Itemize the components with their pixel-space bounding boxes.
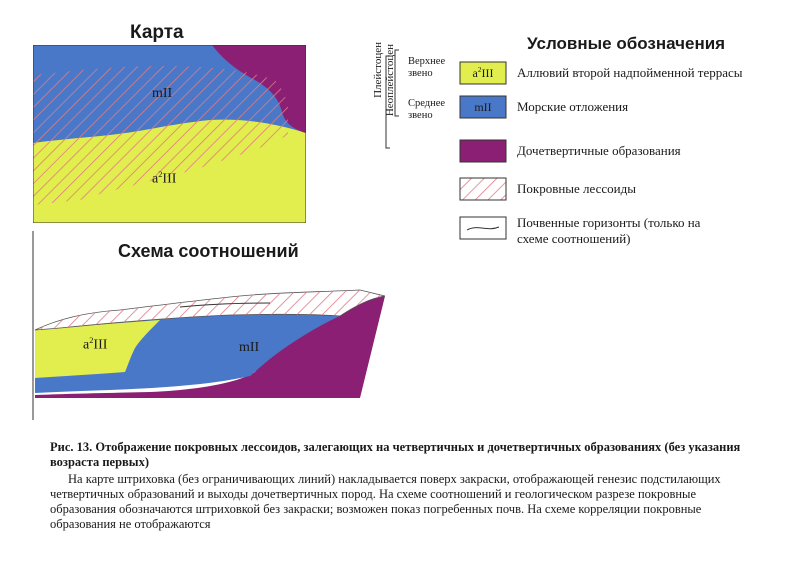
- correlation-scheme: [35, 290, 385, 430]
- legend-text-prequaternary: Дочетвертичные образования: [517, 143, 681, 158]
- upper-zone-label: Верхнее звено: [408, 56, 446, 79]
- map-label-marine: mII: [152, 86, 173, 101]
- scheme-title: Схема соотношений: [118, 241, 299, 261]
- legend-text-soil: Почвенные горизонты (только на схеме соотношений): [517, 215, 701, 246]
- middle-zone-label: Среднее звено: [408, 98, 446, 121]
- legend-title: Условные обозначения: [527, 34, 726, 53]
- neopleistocene-label: Неоплейстоцен: [384, 44, 396, 117]
- map-title: Карта: [130, 22, 184, 43]
- caption-title: Рис. 13. Отображение покровных лессоидов, залегающих на четвертичных и дочетвертичных образованиях (без указания возраста первых): [50, 440, 741, 469]
- legend-code-alluvium: $a^2III$: [472, 66, 494, 80]
- legend-swatch-loess: [460, 178, 506, 200]
- legend-text-alluvium: Аллювий второй надпойменной террасы: [517, 65, 743, 80]
- legend-text-loess: Покровные лессоиды: [517, 181, 636, 196]
- geologic-map: [33, 45, 306, 223]
- caption-body: На карте штриховка (без ограничивающих линий) накладывается поверх закраски, отображающей генезис подстилающих четвертичных образований и выходы дочетвертичных пород. На схеме соотношений и геологическом разрезе покровные образования обозначаются штриховкой без закраски; возможен показ погребенных почв. На схеме корреляции покровные образования не отображаются: [50, 472, 721, 531]
- legend-swatch-prequaternary: [460, 140, 506, 162]
- figure-caption: [50, 440, 750, 532]
- scheme-label-alluvium: $a^2III$: [83, 336, 108, 353]
- scheme-label-marine: mII: [239, 340, 260, 355]
- map-label-alluvium: $a^2III$: [152, 170, 177, 187]
- legend-text-marine: Морские отложения: [517, 99, 629, 114]
- legend-code-marine: mII: [474, 100, 492, 114]
- pleistocene-label: Плейстоцен: [372, 42, 384, 98]
